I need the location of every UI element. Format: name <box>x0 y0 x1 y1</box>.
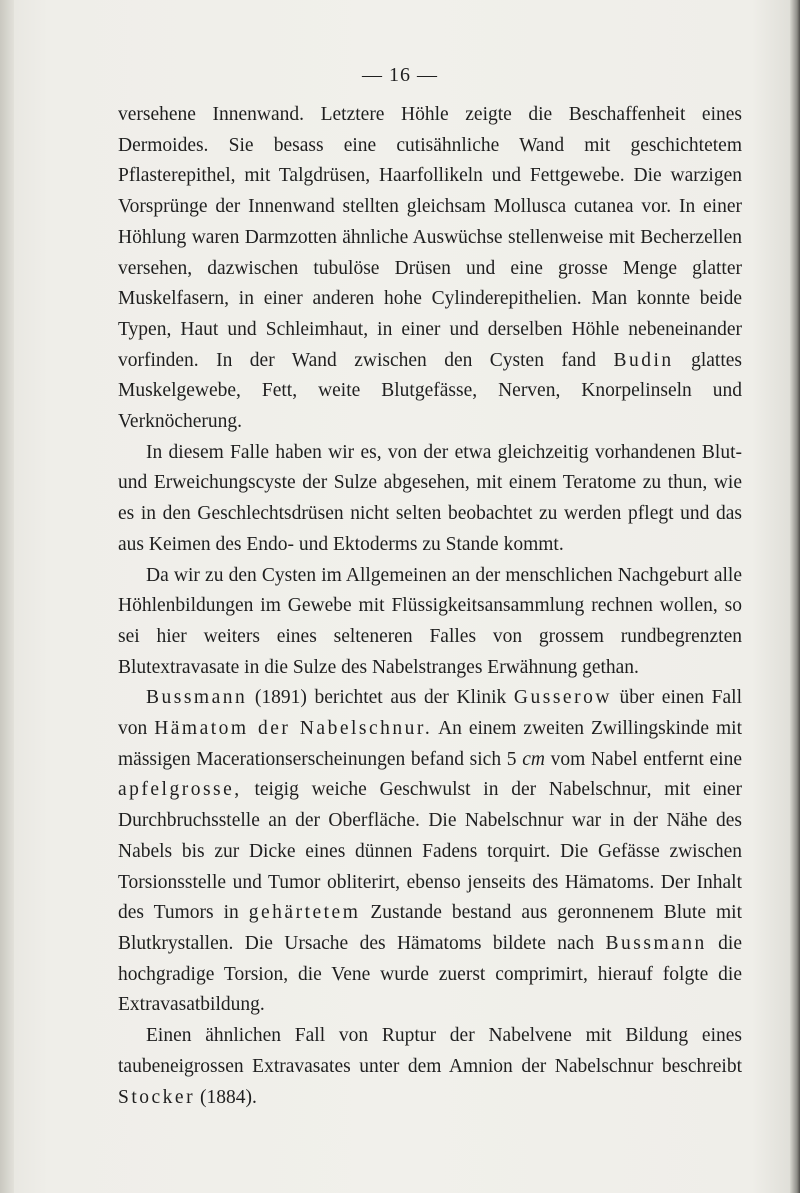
text-run: In diesem Falle haben wir es, von der etwa gleichzeitig vorhandenen Blut- und Erweichungscyste der Sulze abgesehen, mit einem Teratome zu thun, wie es in den Geschlechtsdrüsen nicht selten beobachtet zu werden pflegt und das aus Keimen des Endo- und Ektoderms zu Stande kommt. <box>118 441 742 555</box>
text-run: vom Nabel entfernt eine <box>544 748 742 770</box>
paragraph-4 <box>118 683 742 1021</box>
text-run: Zustande bestand aus geronnenem Blute mit Blutkrystallen. Die Ursache des Hämatoms bildete nach <box>118 902 742 954</box>
spaced-emphasis: gehärtetem <box>248 902 361 924</box>
text-run: teigig weiche Geschwulst in der Nabelschnur, mit einer Durchbruchsstelle an der Oberfläche. Die Nabelschnur war in der Nähe des Nabels bis zur Dicke eines dünnen Fadens torquirt. Die Gefässe zwischen Torsionsstelle und Tumor obliterirt, ebenso jenseits des Hämatoms. Der Inhalt des Tumors in <box>118 779 742 924</box>
text-run: die hochgradige Torsion, die Vene wurde zuerst comprimirt, hierauf folgte die Extravasatbildung. <box>118 932 742 1016</box>
spaced-emphasis: Budin <box>613 349 674 371</box>
spaced-emphasis: Hämatom der Nabelschnur. <box>154 718 433 740</box>
text-run: Da wir zu den Cysten im Allgemeinen an der menschlichen Nachgeburt alle Höhlenbildungen im Gewebe mit Flüssigkeitsansammlung rechnen wollen, so sei hier weiters eines selteneren Falles von grossem rundbegrenzten Blutextravasate in die Sulze des Nabelstranges Erwähnung gethan. <box>118 564 742 678</box>
page-number: — 16 — <box>362 64 438 86</box>
page-left-edge <box>0 0 14 1193</box>
text-run: (1891) berichtet aus der Klinik <box>247 687 514 709</box>
italic-unit: cm <box>522 748 545 770</box>
body-text <box>118 100 742 1113</box>
text-run: Einen ähnlichen Fall von Ruptur der Nabelvene mit Bildung eines taubeneigrossen Extravasates unter dem Amnion der Nabelschnur beschreibt <box>118 1025 742 1077</box>
paragraph-2 <box>118 438 742 561</box>
paragraph-3 <box>118 561 742 684</box>
text-run: über einen Fall von <box>118 687 742 740</box>
page-right-edge <box>790 0 800 1193</box>
spaced-emphasis: Bussmann <box>605 932 707 954</box>
spaced-emphasis: Stocker <box>118 1086 196 1108</box>
paragraph-1 <box>118 100 742 438</box>
paragraph-5 <box>118 1021 742 1113</box>
spaced-emphasis: Gusserow <box>513 687 612 709</box>
text-run: An einem zweiten Zwillingskinde mit mässigen Macerationserscheinungen befand sich 5 <box>118 718 742 770</box>
text-run: versehene Innenwand. Letztere Höhle zeigte die Beschaffenheit eines Dermoides. Sie besass eine cutisähnliche Wand mit geschichtetem Pflasterepithel, mit Talgdrüsen, Haarfollikeln und Fettgewebe. Die warzigen Vorsprünge der Innenwand stellten gleichsam Mollusca cutanea vor. In einer Höhlung waren Darmzotten ähnliche Auswüchse stellenweise mit Becherzellen versehen, dazwischen tubulöse Drüsen und eine grosse Menge glatter Muskelfasern, in einer anderen hohe Cylinderepithelien. Man konnte beide Typen, Haut und Schleimhaut, in einer und derselben Höhle nebeneinander vorfinden. In der Wand zwischen den Cysten fand <box>118 104 742 371</box>
spaced-emphasis: Bussmann <box>146 687 248 709</box>
spaced-emphasis: apfelgrosse, <box>118 779 242 801</box>
text-run: glattes Muskelgewebe, Fett, weite Blutgefässe, Nerven, Knorpelinseln und Verknöcherung. <box>118 349 743 433</box>
text-run: (1884). <box>195 1086 257 1108</box>
